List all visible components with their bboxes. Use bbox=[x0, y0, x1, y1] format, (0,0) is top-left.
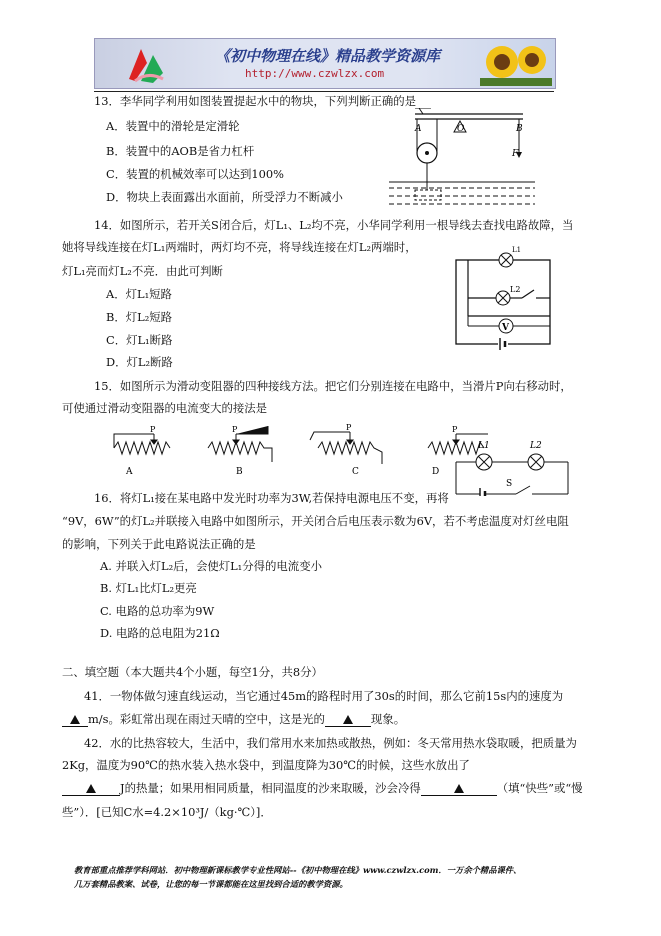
q41-blank-1[interactable] bbox=[62, 712, 88, 727]
q15-line-1: 15．如图所示为滑动变阻器的四种接线方法。把它们分别连接在电路中，当滑片P向右移动时， bbox=[94, 379, 572, 393]
q14-lamp2-label: L2 bbox=[510, 285, 521, 294]
q15-slider-p-b: P bbox=[232, 425, 238, 434]
q13-label-o: O bbox=[457, 124, 465, 134]
q15-switch-label: S bbox=[506, 479, 513, 489]
q16-option-a: A. 并联入灯L₂后，会使灯L₁分得的电流变小 bbox=[100, 559, 322, 573]
q16-line-2: “9V，6W”的灯L₂并联接入电路中如图所示，开关闭合后电压表示数为6V，若不考虑温度对灯丝电阻 bbox=[62, 514, 569, 528]
q14-circuit-figure bbox=[448, 246, 558, 358]
footer-line-2: 几万套精品教案、试卷，让您的每一节课都能在这里找到合适的教学资源。 bbox=[74, 879, 348, 889]
q13-option-a: A．装置中的滑轮是定滑轮 bbox=[106, 119, 240, 133]
q42-line-3a: J的热量；如果用相同质量，相同温度的沙来取暖，沙会冷得 bbox=[120, 781, 421, 795]
rheostat-d bbox=[428, 425, 488, 477]
answer-marker-icon bbox=[343, 715, 353, 724]
rheostat-b bbox=[208, 425, 272, 477]
footer-line-1: 教育部重点推荐学科网站．初中物理新课标教学专业性网站--《初中物理在线》www.czwlzx.com．一万余个精品课件、 bbox=[74, 865, 522, 875]
q13-pulley-lever-figure bbox=[385, 108, 535, 210]
q15-line-2: 可使通过滑动变阻器的电流变大的接法是 bbox=[62, 401, 268, 415]
q16-option-c: C. 电路的总功率为9W bbox=[100, 604, 215, 618]
q42-line-2: 2Kg，温度为90℃的热水装入热水袋中，到温度降为30℃的时候，这些水放出了 bbox=[62, 758, 470, 772]
q15-label-b: B bbox=[236, 467, 243, 477]
q15-label-c: C bbox=[352, 467, 359, 477]
q13-option-d: D．物块上表面露出水面前，所受浮力不断减小 bbox=[106, 190, 343, 204]
q15-slider-p-a: P bbox=[150, 425, 156, 434]
header-rule bbox=[94, 91, 554, 92]
q13-stem: 13．李华同学利用如图装置提起水中的物块，下列判断正确的是 bbox=[94, 94, 417, 108]
answer-marker-icon bbox=[70, 715, 80, 724]
q16-line-1: 16．将灯L₁接在某电路中发光时功率为3W,若保持电源电压不变，再将 bbox=[94, 491, 449, 505]
q14-option-c: C．灯L₁断路 bbox=[106, 333, 173, 347]
answer-marker-icon bbox=[454, 784, 464, 793]
q41-line-1: 41．一物体做匀速直线运动，当它通过45m的路程时用了30s的时间，那么它前15s内的速度为 bbox=[84, 689, 564, 703]
q15-lamp1-label: L1 bbox=[478, 441, 490, 451]
header-banner bbox=[94, 38, 556, 89]
site-logo-icon bbox=[123, 43, 169, 85]
section-2-heading: 二、填空题（本大题共4个小题，每空1分，共8分） bbox=[62, 665, 323, 679]
q42-blank-2[interactable] bbox=[421, 781, 497, 796]
q14-option-d: D．灯L₂断路 bbox=[106, 355, 173, 369]
q13-label-a: A bbox=[415, 124, 422, 134]
q13-option-b: B．装置中的AOB是省力杠杆 bbox=[106, 144, 255, 158]
q42-blank-1[interactable] bbox=[62, 781, 120, 796]
banner-title: 《初中物理在线》精品教学资源库 bbox=[215, 47, 441, 65]
q14-line-2: 她将导线连接在灯L₁两端时，两灯均不亮，将导线连接在灯L₂两端时， bbox=[62, 240, 417, 254]
q42-line-3 bbox=[62, 781, 583, 796]
q13-label-f: F bbox=[512, 149, 519, 159]
q15-lamp2-label: L2 bbox=[530, 441, 542, 451]
q14-voltmeter-label: V bbox=[502, 323, 509, 333]
q41-line-2 bbox=[62, 712, 405, 727]
q41-blank-2[interactable] bbox=[325, 712, 371, 727]
q15-label-a: A bbox=[126, 467, 133, 477]
q16-option-b: B. 灯L₁比灯L₂更亮 bbox=[100, 581, 197, 595]
sunflower-icon bbox=[480, 40, 552, 86]
q14-line-1: 14．如图所示，若开关S闭合后，灯L₁、L₂均不亮，小华同学利用一根导线去查找电路故障，当 bbox=[94, 218, 574, 232]
q15-rheostat-figure bbox=[112, 422, 572, 496]
banner-url[interactable]: http://www.czwlzx.com bbox=[245, 67, 385, 80]
q13-label-b: B bbox=[516, 124, 523, 134]
q14-option-a: A．灯L₁短路 bbox=[106, 287, 172, 301]
q16-line-3: 的影响，下列关于此电路说法正确的是 bbox=[62, 537, 256, 551]
q15-lamp-circuit bbox=[456, 441, 568, 496]
q15-slider-p-d: P bbox=[452, 425, 458, 434]
q42-line-4: 些”）．[已知C水=4.2×10³J/（kg·℃）]． bbox=[62, 805, 272, 819]
q15-slider-p-c: P bbox=[346, 423, 352, 432]
q14-lamp1-label: L1 bbox=[512, 246, 522, 254]
q14-option-b: B．灯L₂短路 bbox=[106, 310, 173, 324]
q14-line-3: 灯L₁亮而灯L₂不亮．由此可判断 bbox=[62, 264, 223, 278]
q41-line-2a: m/s。彩虹常出现在雨过天晴的空中，这是光的 bbox=[88, 712, 325, 726]
rheostat-a bbox=[114, 425, 170, 477]
q41-line-2b: 现象。 bbox=[370, 712, 406, 726]
q13-option-c: C．装置的机械效率可以达到100% bbox=[106, 167, 284, 181]
q42-line-3b: （填“快些”或“慢 bbox=[496, 781, 583, 795]
q16-option-d: D. 电路的总电阻为21Ω bbox=[100, 626, 220, 640]
answer-marker-icon bbox=[86, 784, 96, 793]
rheostat-c bbox=[310, 423, 382, 477]
q42-line-1: 42．水的比热容较大，生活中，我们常用水来加热或散热，例如：冬天常用热水袋取暖，把质量为 bbox=[84, 736, 577, 750]
q15-label-d: D bbox=[432, 467, 440, 477]
